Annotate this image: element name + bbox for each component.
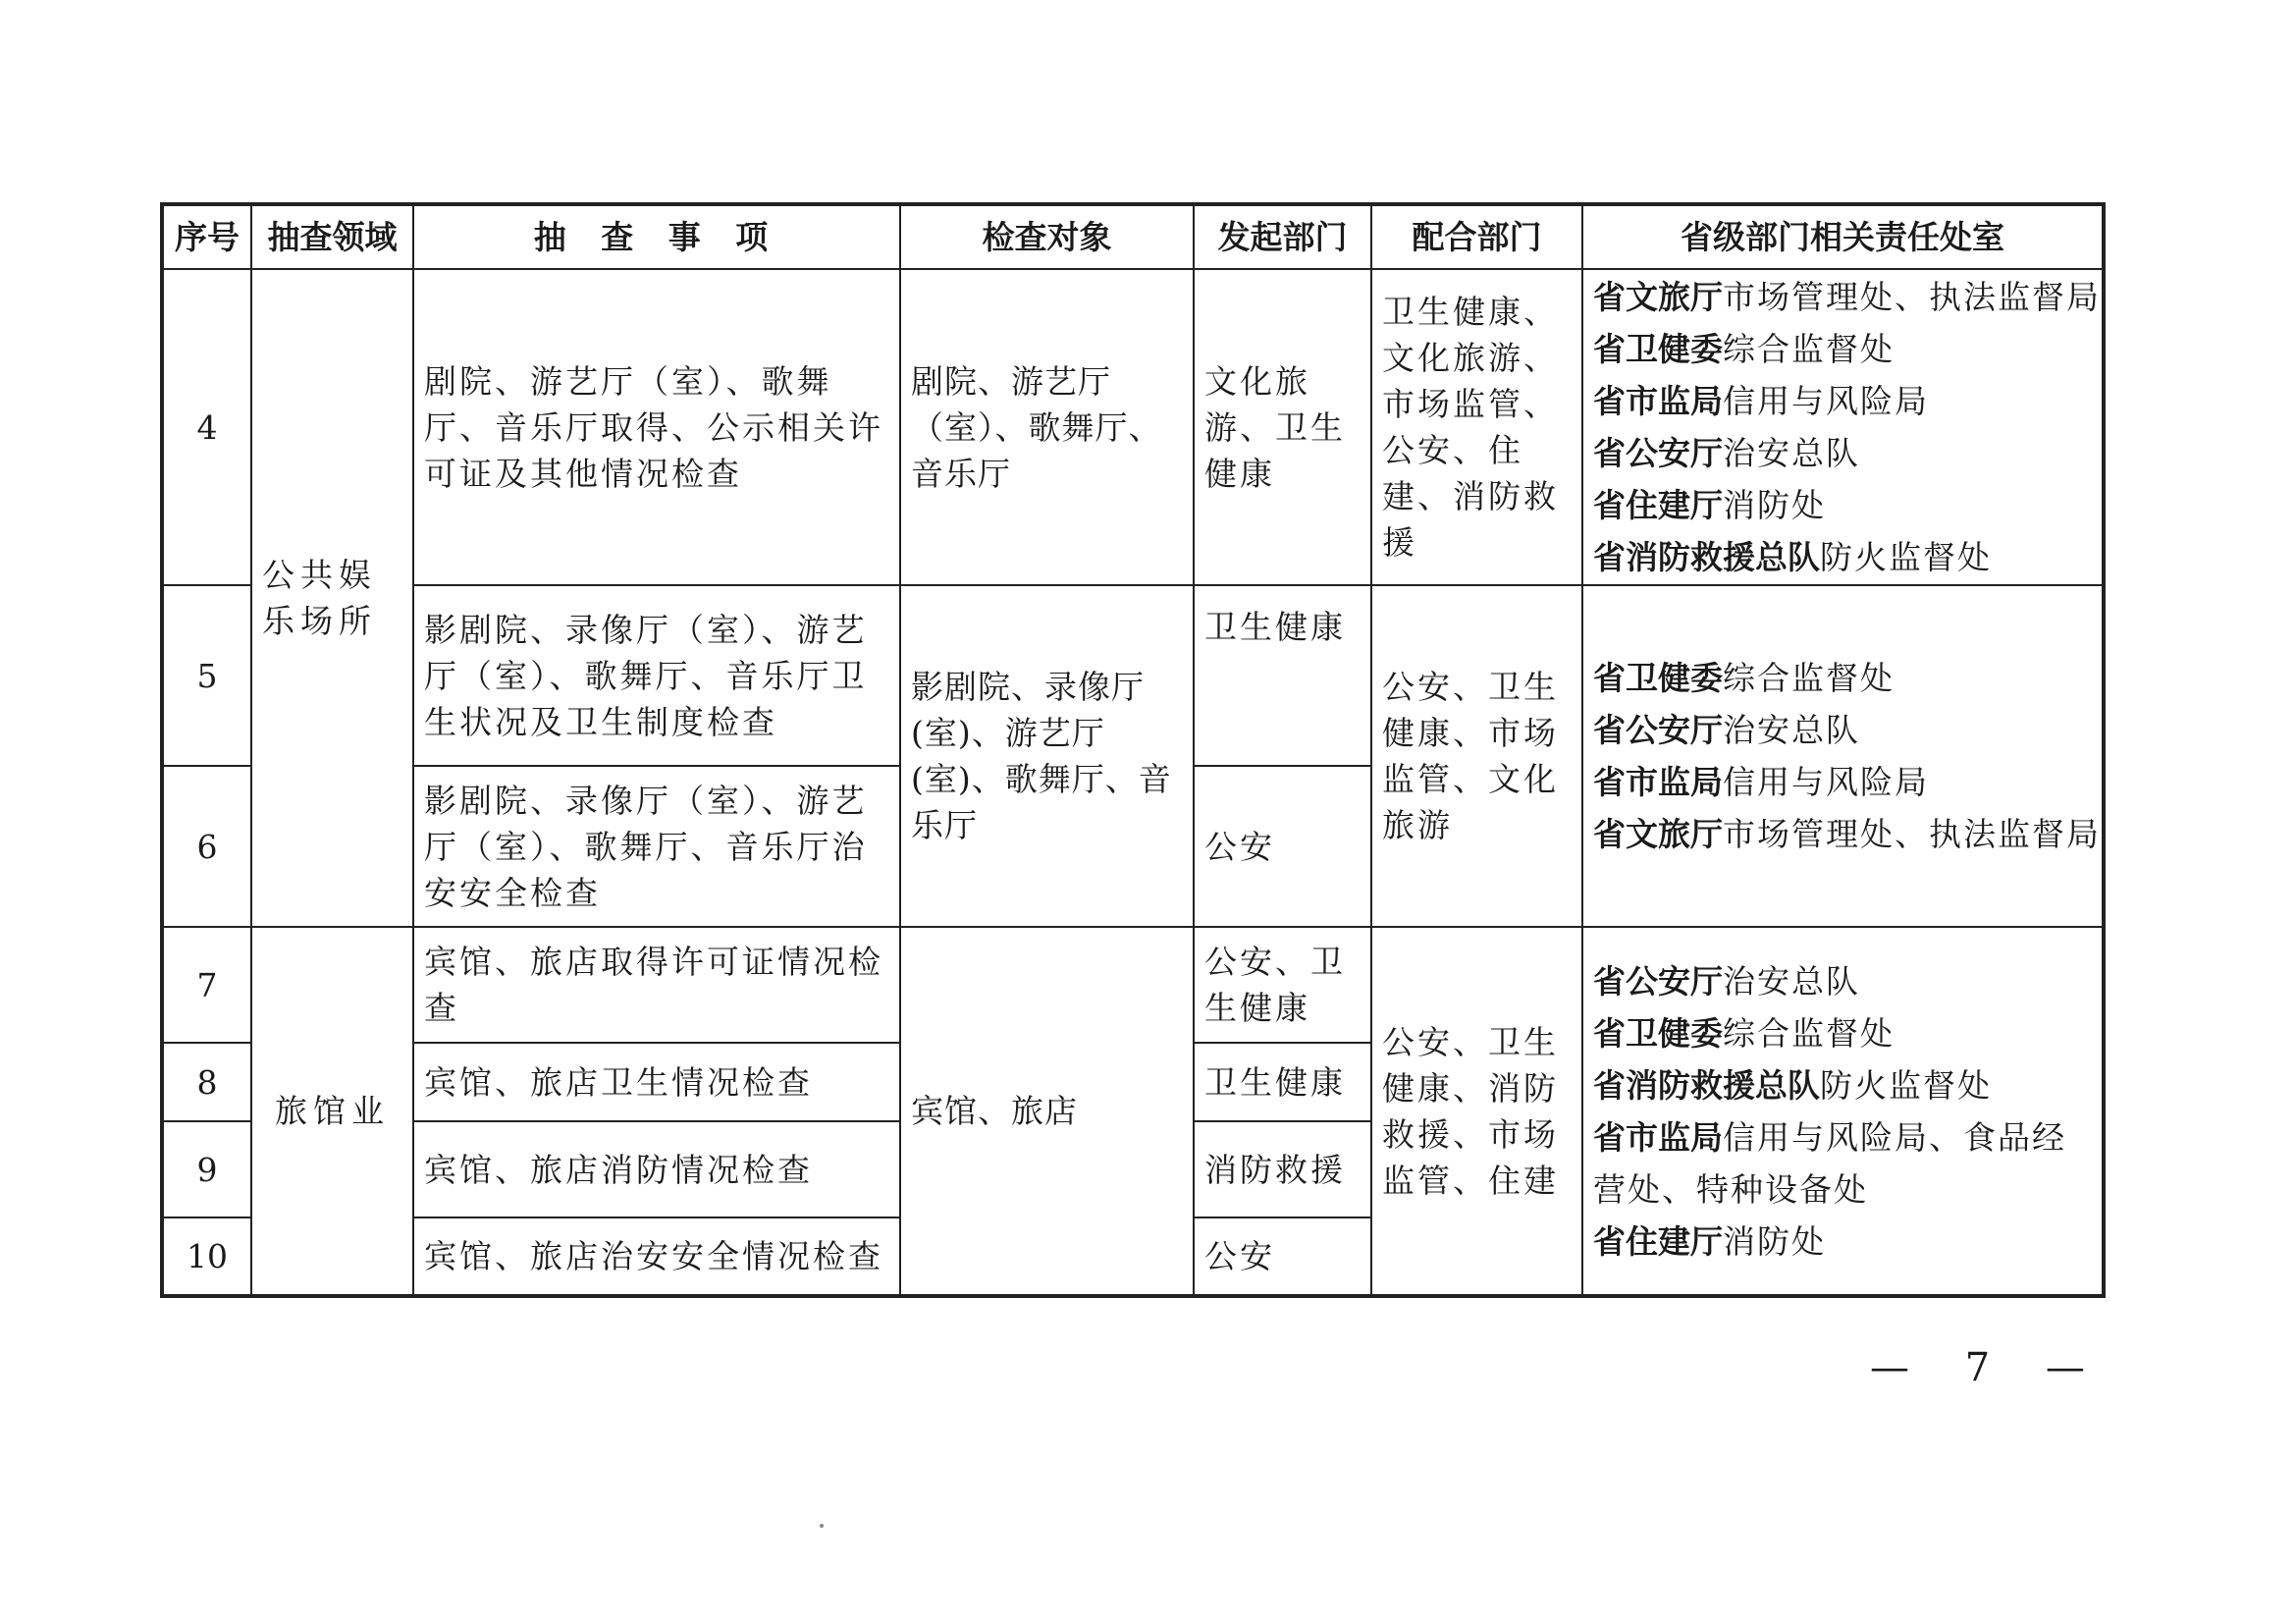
item-cell: 影剧院、录像厅（室）、游艺厅（室）、歌舞厅、音乐厅治安安全检查	[413, 766, 900, 927]
row-seq: 4	[162, 269, 251, 585]
responsible-office: 防火监督处	[1820, 538, 1992, 576]
responsible-dept: 省公安厅	[1593, 434, 1723, 472]
responsible-office: 综合监督处	[1723, 659, 1895, 697]
row-seq: 6	[162, 766, 251, 927]
row-seq: 5	[162, 585, 251, 766]
responsible-office: 综合监督处	[1723, 330, 1895, 368]
table-row	[162, 927, 2104, 1043]
responsible-dept: 省住建厅	[1593, 486, 1723, 524]
responsible-line	[1593, 1111, 2092, 1216]
responsible-line	[1593, 323, 2092, 375]
item-cell: 影剧院、录像厅（室）、游艺厅（室）、歌舞厅、音乐厅卫生状况及卫生制度检查	[413, 585, 900, 766]
responsible-line	[1593, 1059, 2092, 1111]
responsible-dept: 省公安厅	[1593, 711, 1723, 749]
responsible-office: 消防处	[1723, 1221, 1826, 1261]
cooperator-cell: 卫生健康、文化旅游、市场监管、公安、住建、消防救援	[1371, 269, 1582, 585]
area-cell-entertainment: 公共娱乐场所	[251, 269, 413, 927]
responsible-dept: 省市监局	[1593, 1117, 1723, 1157]
initiator-cell: 卫生健康	[1194, 1043, 1371, 1121]
object-cell: 影剧院、录像厅(室)、游艺厅(室)、歌舞厅、音乐厅	[900, 585, 1194, 927]
header-object: 检查对象	[900, 204, 1194, 269]
responsible-dept: 省公安厅	[1593, 961, 1723, 1001]
responsible-office: 信用与风险局	[1723, 382, 1929, 420]
header-initiator: 发起部门	[1194, 204, 1371, 269]
item-cell: 宾馆、旅店卫生情况检查	[413, 1043, 900, 1121]
responsible-line	[1593, 652, 2092, 704]
item-cell: 宾馆、旅店治安安全情况检查	[413, 1217, 900, 1296]
header-cooperator: 配合部门	[1371, 204, 1582, 269]
responsible-line	[1593, 756, 2092, 808]
responsible-cell	[1582, 269, 2104, 585]
responsible-line	[1593, 955, 2092, 1007]
responsible-dept: 省消防救援总队	[1593, 1065, 1820, 1105]
item-cell: 宾馆、旅店消防情况检查	[413, 1121, 900, 1217]
header-seq: 序号	[162, 204, 251, 269]
responsible-office: 治安总队	[1723, 434, 1860, 472]
responsible-line	[1593, 479, 2092, 531]
responsible-office: 综合监督处	[1723, 1013, 1895, 1053]
responsible-list	[1593, 652, 2101, 860]
responsible-line	[1593, 375, 2092, 427]
row-seq: 10	[162, 1217, 251, 1296]
item-cell: 宾馆、旅店取得许可证情况检查	[413, 927, 900, 1043]
item-cell: 剧院、游艺厅（室）、歌舞厅、音乐厅取得、公示相关许可证及其他情况检查	[413, 269, 900, 585]
responsible-list	[1593, 955, 2092, 1268]
responsible-line	[1593, 427, 2092, 479]
area-cell-hotel: 旅馆业	[251, 927, 413, 1296]
table-header-row	[162, 204, 2104, 269]
initiator-cell: 公安、卫生健康	[1194, 927, 1371, 1043]
row-seq: 7	[162, 927, 251, 1043]
responsible-dept: 省消防救援总队	[1593, 538, 1820, 576]
object-cell: 宾馆、旅店	[900, 927, 1194, 1296]
responsible-line	[1593, 704, 2092, 756]
responsible-office: 市场管理处、执法监督局	[1723, 278, 2101, 316]
responsible-cell	[1582, 927, 2104, 1296]
row-seq: 8	[162, 1043, 251, 1121]
responsible-dept: 省文旅厅	[1593, 815, 1723, 853]
responsible-line	[1593, 1216, 2092, 1268]
responsible-dept: 省卫健委	[1593, 659, 1723, 697]
responsible-office: 治安总队	[1723, 961, 1860, 1001]
cooperator-cell: 公安、卫生健康、消防救援、市场监管、住建	[1371, 927, 1582, 1296]
responsible-office: 信用与风险局	[1723, 763, 1929, 801]
responsible-office: 市场管理处、执法监督局	[1723, 815, 2101, 853]
responsible-office: 消防处	[1723, 486, 1826, 524]
initiator-cell: 卫生健康	[1194, 585, 1371, 766]
responsible-list	[1593, 271, 2101, 583]
initiator-cell: 消防救援	[1194, 1121, 1371, 1217]
row-seq: 9	[162, 1121, 251, 1217]
responsible-dept: 省卫健委	[1593, 1013, 1723, 1053]
scan-speck	[820, 1524, 824, 1528]
responsible-dept: 省市监局	[1593, 763, 1723, 801]
header-responsible: 省级部门相关责任处室	[1582, 204, 2104, 269]
header-area: 抽查领域	[251, 204, 413, 269]
cooperator-cell: 公安、卫生健康、市场监管、文化旅游	[1371, 585, 1582, 927]
initiator-cell: 文化旅游、卫生健康	[1194, 269, 1371, 585]
responsible-dept: 省市监局	[1593, 382, 1723, 420]
page-number: — 7 —	[1870, 1345, 2107, 1390]
responsible-dept: 省住建厅	[1593, 1221, 1723, 1261]
responsible-line	[1593, 808, 2101, 860]
responsible-dept: 省卫健委	[1593, 330, 1723, 368]
object-cell: 剧院、游艺厅（室）、歌舞厅、音乐厅	[900, 269, 1194, 585]
responsible-line	[1593, 271, 2101, 323]
responsible-office: 治安总队	[1723, 711, 1860, 749]
responsible-dept: 省文旅厅	[1593, 278, 1723, 316]
header-item: 抽 查 事 项	[413, 204, 900, 269]
responsible-office: 防火监督处	[1820, 1065, 1992, 1105]
responsible-line	[1593, 531, 2092, 583]
responsible-cell	[1582, 585, 2104, 927]
responsible-line	[1593, 1007, 2092, 1059]
initiator-cell: 公安	[1194, 1217, 1371, 1296]
table-row	[162, 269, 2104, 585]
initiator-cell: 公安	[1194, 766, 1371, 927]
table-row	[162, 585, 2104, 766]
inspection-table	[160, 202, 2106, 1298]
responsible-office: 信用与风险局、食品经营处、特种设备处	[1593, 1117, 2066, 1209]
